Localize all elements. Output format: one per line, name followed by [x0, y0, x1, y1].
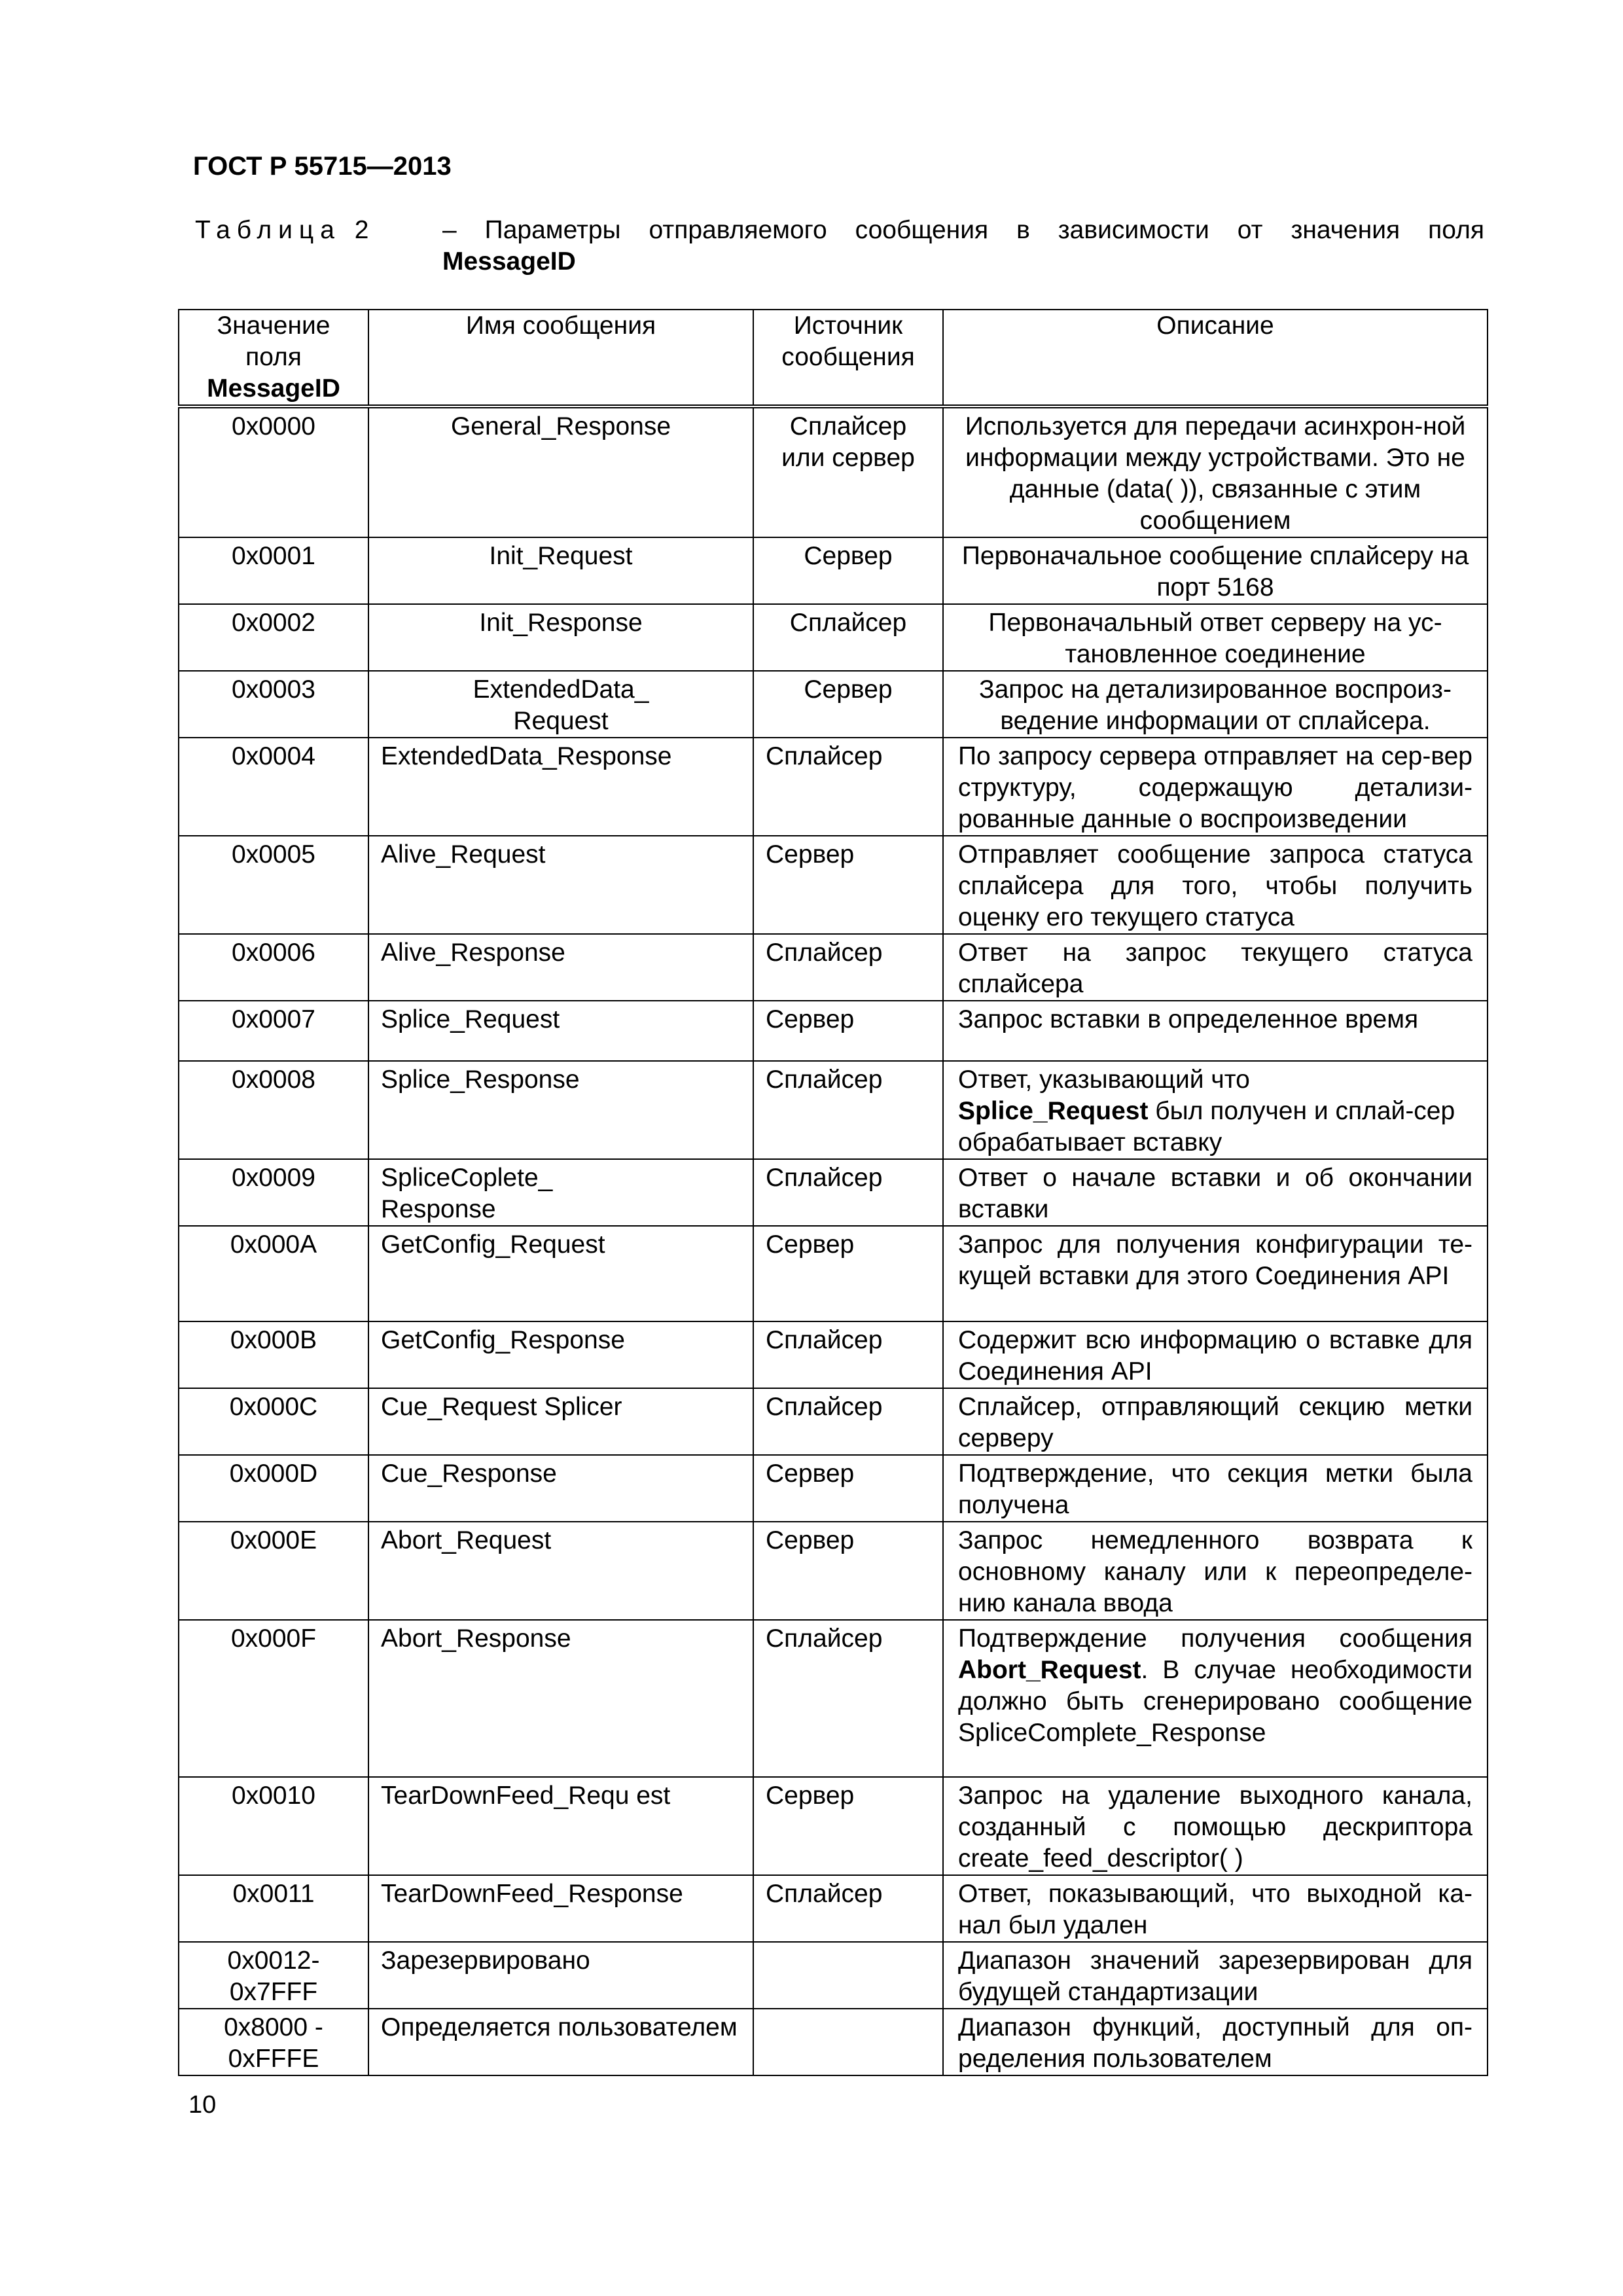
cell-message-name: Init_Response	[368, 604, 753, 671]
cell-message-id: 0x000F	[179, 1620, 368, 1777]
cell-message-name: GetConfig_Request	[368, 1226, 753, 1321]
table-row	[179, 1388, 1488, 1455]
table-row	[179, 934, 1488, 1001]
cell-message-id: 0x000B	[179, 1321, 368, 1388]
cell-description: Отправляет сообщение запроса статуса сплайсера для того, чтобы получить оценку его текущего статуса	[943, 836, 1488, 934]
page-number: 10	[188, 2091, 217, 2119]
cell-message-name: Init_Request	[368, 537, 753, 604]
cell-message-source: Сервер	[753, 1777, 943, 1875]
cell-message-source: Сервер	[753, 671, 943, 738]
cell-message-source: Сплайсер	[753, 1388, 943, 1455]
cell-message-id: 0x0008	[179, 1061, 368, 1159]
cell-description: Ответ о начале вставки и об окончании вставки	[943, 1159, 1488, 1226]
cell-description: Содержит всю информацию о вставке для Соединения API	[943, 1321, 1488, 1388]
table-row	[179, 1001, 1488, 1061]
cell-description: Используется для передачи асинхрон-ной информации между устройствами. Это не данные (data( )), связанные с этим сообщением	[943, 406, 1488, 537]
cell-description: Подтверждение, что секция метки была получена	[943, 1455, 1488, 1522]
cell-description: Диапазон значений зарезервирован для будущей стандартизации	[943, 1942, 1488, 2009]
table-row	[179, 1522, 1488, 1620]
cell-message-name: Cue_Response	[368, 1455, 753, 1522]
cell-description: По запросу сервера отправляет на сер-вер структуру, содержащую детализи-рованные данные о воспроизведении	[943, 738, 1488, 836]
cell-message-id: 0x0009	[179, 1159, 368, 1226]
cell-message-name: General_Response	[368, 406, 753, 537]
table-row	[179, 1942, 1488, 2009]
cell-description: Запрос на детализированное воспроиз-ведение информации от сплайсера.	[943, 671, 1488, 738]
cell-description: Сплайсер, отправляющий секцию метки серверу	[943, 1388, 1488, 1455]
cell-message-id: 0x0011	[179, 1875, 368, 1942]
cell-message-id: 0x0003	[179, 671, 368, 738]
cell-description: Запрос для получения конфигурации те-кущей вставки для этого Соединения API	[943, 1226, 1488, 1321]
cell-description: Первоначальное сообщение сплайсеру на порт 5168	[943, 537, 1488, 604]
cell-message-id: 0x000E	[179, 1522, 368, 1620]
cell-message-name: TearDownFeed_Response	[368, 1875, 753, 1942]
table-row	[179, 604, 1488, 671]
cell-description: Диапазон функций, доступный для оп-ределения пользователем	[943, 2009, 1488, 2075]
cell-message-id: 0x0004	[179, 738, 368, 836]
cell-message-source: Сплайсер	[753, 1061, 943, 1159]
cell-message-source: Сплайсер	[753, 604, 943, 671]
header-message-name: Имя сообщения	[368, 310, 753, 406]
cell-message-name: Abort_Response	[368, 1620, 753, 1777]
header-message-source: Источник сообщения	[753, 310, 943, 406]
table-row	[179, 1875, 1488, 1942]
table-row	[179, 671, 1488, 738]
cell-message-name: TearDownFeed_Requ est	[368, 1777, 753, 1875]
cell-message-name: ExtendedData_Response	[368, 738, 753, 836]
cell-message-id: 0x000C	[179, 1388, 368, 1455]
cell-description: Ответ на запрос текущего статуса сплайсера	[943, 934, 1488, 1001]
cell-message-source: Сервер	[753, 537, 943, 604]
cell-message-source: Сплайсер	[753, 1875, 943, 1942]
cell-message-id: 0x000D	[179, 1455, 368, 1522]
cell-message-name: Alive_Response	[368, 934, 753, 1001]
cell-message-source: Сплайсер	[753, 1321, 943, 1388]
cell-message-source: Сплайсер или сервер	[753, 406, 943, 537]
cell-message-source: Сервер	[753, 1522, 943, 1620]
cell-message-source	[753, 1942, 943, 2009]
header-description: Описание	[943, 310, 1488, 406]
cell-description: Запрос на удаление выходного канала, созданный с помощью дескриптора create_feed_descriptor( )	[943, 1777, 1488, 1875]
cell-description: Подтверждение получения сообщения Abort_Request. В случае необходимости должно быть сгенерировано сообщение SpliceComplete_Response	[943, 1620, 1488, 1777]
cell-message-source: Сплайсер	[753, 934, 943, 1001]
caption-text: – Параметры отправляемого сообщения в зависимости от значения поля	[442, 216, 1484, 244]
cell-message-source: Сплайсер	[753, 1620, 943, 1777]
cell-message-id: 0x0010	[179, 1777, 368, 1875]
table-row	[179, 537, 1488, 604]
cell-message-source: Сплайсер	[753, 1159, 943, 1226]
cell-message-name: Alive_Request	[368, 836, 753, 934]
cell-message-source	[753, 2009, 943, 2075]
cell-message-name: ExtendedData_ Request	[368, 671, 753, 738]
cell-message-id: 0x0000	[179, 406, 368, 537]
cell-message-id: 0x0006	[179, 934, 368, 1001]
table-row	[179, 1321, 1488, 1388]
cell-message-source: Сервер	[753, 1226, 943, 1321]
cell-message-name: SpliceCoplete_ Response	[368, 1159, 753, 1226]
cell-message-name: Зарезервировано	[368, 1942, 753, 2009]
caption-field-name: MessageID	[442, 247, 576, 276]
table-row	[179, 1061, 1488, 1159]
table-row	[179, 1226, 1488, 1321]
cell-message-id: 0x0007	[179, 1001, 368, 1061]
table-row	[179, 738, 1488, 836]
cell-description: Запрос немедленного возврата к основному каналу или к переопределе-нию канала ввода	[943, 1522, 1488, 1620]
cell-description: Запрос вставки в определенное время	[943, 1001, 1488, 1061]
message-parameters-table	[178, 309, 1488, 2076]
document-code: ГОСТ Р 55715—2013	[193, 152, 452, 181]
table-row	[179, 1159, 1488, 1226]
header-message-id: Значение поля MessageID	[179, 310, 368, 406]
cell-message-id: 0x0002	[179, 604, 368, 671]
table-row	[179, 836, 1488, 934]
table-row	[179, 1777, 1488, 1875]
cell-message-name: Определяется пользователем	[368, 2009, 753, 2075]
cell-message-name: Splice_Request	[368, 1001, 753, 1061]
cell-message-name: Cue_Request Splicer	[368, 1388, 753, 1455]
cell-message-id: 0x0005	[179, 836, 368, 934]
cell-description: Первоначальный ответ серверу на ус-тановленное соединение	[943, 604, 1488, 671]
cell-message-source: Сервер	[753, 1455, 943, 1522]
cell-message-id: 0x8000 - 0xFFFE	[179, 2009, 368, 2075]
cell-message-source: Сервер	[753, 1001, 943, 1061]
cell-message-id: 0x000A	[179, 1226, 368, 1321]
table-header-row	[179, 310, 1488, 406]
cell-message-name: GetConfig_Response	[368, 1321, 753, 1388]
cell-message-name: Abort_Request	[368, 1522, 753, 1620]
cell-message-source: Сплайсер	[753, 738, 943, 836]
table-row	[179, 406, 1488, 537]
cell-message-source: Сервер	[753, 836, 943, 934]
cell-message-id: 0x0012- 0x7FFF	[179, 1942, 368, 2009]
cell-message-id: 0x0001	[179, 537, 368, 604]
table-row	[179, 1455, 1488, 1522]
table-row	[179, 1620, 1488, 1777]
table-row	[179, 2009, 1488, 2075]
cell-description: Ответ, показывающий, что выходной ка-нал был удален	[943, 1875, 1488, 1942]
cell-description: Ответ, указывающий что Splice_Request был получен и сплай-сер обрабатывает вставку	[943, 1061, 1488, 1159]
caption-label: Таблица 2	[195, 216, 376, 244]
cell-message-name: Splice_Response	[368, 1061, 753, 1159]
